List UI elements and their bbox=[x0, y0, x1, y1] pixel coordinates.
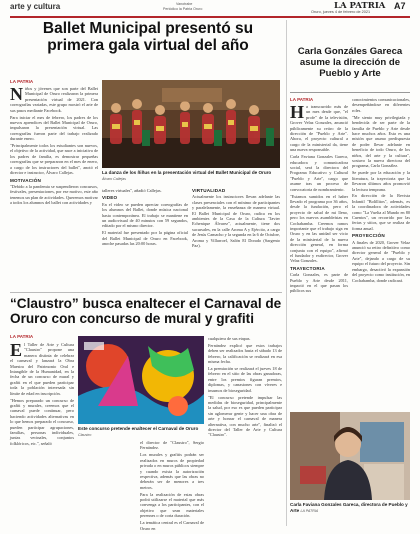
paragraph: "Principalmente todos los estudiantes son nuevos, el objetivo de la actividad, que nace a iniciativa de los padres de familia, es demostrar pequeñas coreografías que se prepararon en el mes de enero, a cargo de los instructores del ballet", anotó el director e instructor, Álvaro Callejas. bbox=[10, 143, 98, 176]
paragraph: La premiación se realizará el jueves 18 de febrero en el sitio de las obras ganadoras, entre los premios figuran premios, diplomas, y canastones con víveres e insumos de bioseguridad. bbox=[208, 366, 282, 393]
subhead-video: VIDEO bbox=[102, 195, 118, 201]
section-label: arte y cultura bbox=[10, 2, 61, 11]
header-date: Oruro, jueves 4 de febrero de 2021 bbox=[311, 10, 371, 14]
article3-headline: Carla Gonzáles Gareca asume la dirección de Pueblo y Arte bbox=[297, 46, 403, 79]
caption-text: Carla Faviana Gonzales Gareca, directora de Pueblo y Arte bbox=[290, 502, 408, 513]
portrait-photo-illustration bbox=[290, 412, 410, 500]
article1-dropcap: N bbox=[10, 84, 23, 104]
article2-column-1 bbox=[10, 342, 74, 448]
subhead-proyeccion: PROYECCIÓN bbox=[352, 233, 385, 239]
photo-credit: LA PATRIA bbox=[300, 508, 319, 513]
portrait-photo bbox=[290, 412, 410, 500]
paragraph: La temática central es el Carnaval de Oruro en bbox=[140, 520, 204, 531]
paragraph: "Debido a la pandemia se suspendieron concursos, festivales, presentaciones, por ese motivo, este año tenemos un plan de actividades. Queremos motivar a todos los alumnos del ballet con actividades y bbox=[10, 183, 98, 206]
article2-byline: LA PATRIA bbox=[10, 334, 34, 339]
ballet-photo bbox=[102, 80, 280, 168]
article2-dropcap: E bbox=[10, 340, 23, 360]
paragraph: A finales de 2020, Grover Velaz anunció su retiro definitivo como director general de "Pueblo y Arte", dejando a cargo de su equipo el futuro del proyecto. Sin embargo, desactivó la expansión del proyecto como institución, en Cochabamba, donde radicará. bbox=[352, 239, 410, 283]
page-number: A7 bbox=[394, 1, 406, 11]
header-rule bbox=[10, 16, 410, 18]
divider bbox=[10, 292, 282, 293]
article3-dropcap: H bbox=[290, 102, 305, 122]
article1-column-3 bbox=[192, 188, 280, 250]
subhead-trayectoria: TRAYECTORIA bbox=[290, 265, 325, 271]
paragraph: "Hemos preparado un concurso de grafiti y murales, creemos que el carnaval puede continuar, pero haciendo actividades alternativas en lo que hemos preparado el concurso, pueden participar agrupaciones, familias, personas individuales, juntas vecinales, conjuntos folklóricos, etc.", señaló bbox=[10, 397, 74, 446]
article1-column-1 bbox=[10, 86, 98, 207]
photo-credit: Álvaro Callejas bbox=[102, 176, 126, 181]
paragraph: talleres virtuales", añadió Callejas. bbox=[102, 188, 162, 193]
paragraph: Fernández explicó que estos trabajos deben ser realizados hasta el sábado 13 de febrero, la calificación se realizará en esa misma fecha. bbox=[208, 342, 282, 365]
article2-column-2 bbox=[140, 440, 204, 533]
paragraph: En el video se pueden apreciar coreografías de los alumnos del Ballet, donde música nacional hasta contemporánea. El trabajo se mantiene en un audiovisual de 40 minutos con 59 segundos, editado por el mismo director. bbox=[102, 201, 188, 229]
caption-text: La danza de los ñiñus en la presentación virtual del Ballet Municipal de Oruro bbox=[102, 170, 272, 175]
article3-headline-rule bbox=[290, 92, 410, 93]
ballet-photo-illustration bbox=[102, 80, 280, 168]
article3-byline: LA PATRIA bbox=[290, 97, 314, 102]
article2-column-3-left bbox=[78, 440, 136, 442]
paragraph: conocimientos comunicacionales, desempeñándose en diferentes roles. bbox=[352, 97, 410, 113]
portrait-photo-caption bbox=[290, 502, 410, 514]
paragraph: Se puede por la educación y la literatura, la trayectoria que la llevaron últimos años promovió la lectura temprana. bbox=[352, 170, 410, 192]
header bbox=[0, 0, 420, 16]
paragraph: "Estamos sumidos en el haber llevado el programa por 36 años, desde la fundación, pero el proyecto de salud de mi lleno, pero los nuevos asambleístas en Cochabamba. Creemos ramos importante que el trabajo siga en Oruro y en las unidad ser vicio de la ministerial de la nueva dirección general, en forma conjunta con el equipo", afirmó el fundador y exdirector, Grover Velaz Gonzales. bbox=[290, 193, 348, 264]
photo-credit: Claustro bbox=[78, 432, 92, 437]
graffiti-photo bbox=[78, 336, 204, 424]
graffiti-photo-caption bbox=[78, 426, 204, 438]
paragraph: Carla Gonzales, es parte de Pueblo y Arte desde 2011, impactó en el que pasan los públicos sus bbox=[290, 272, 348, 294]
paragraph: iños y jóvenes que son parte del Ballet Municipal de Oruro realizaron la primera presentación virtual de 2021. Con coreografías variadas, este grupo mostró el arte de sus pasos mediante Facebook. bbox=[10, 86, 98, 113]
paragraph: l Taller de Arte y Cultura "Claustro" propone una manera distinta de celebrar el carnaval y lanzará la Obra Maestra del Patrimonio Oral e Intangible de la Humanidad, en la fecha de un concurso de mural y grafiti en el que pueden participar toda la población interesada sin límite de edad en inscripción. bbox=[10, 342, 74, 396]
paragraph: "Me siento muy privilegiada y bendecida de ser parte de la familia de Pueblo y Arte desde hace muchos años. Esta es una misión que asumo predispuesta de poder llevar adelante en beneficio de todo Oruro, de los niños, del arte y la cultura", sostuvo la nueva directora del programa, Carla González. bbox=[352, 114, 410, 169]
article1-column-2 bbox=[102, 188, 188, 248]
paragraph: Para iniciar el mes de febrero, los padres de los nuevos aprendices del Ballet Municipal de Oruro, impulsaron la presentación virtual. Las coreografías fueron parte del trabajo realizado durante enero. bbox=[10, 114, 98, 142]
paragraph: Carla Faviana Gonzales Gareca, educadora y comunicadora social, será la directora del Programa Educativo y Cultural "Pueblo y Arte", cargo que asume tras un proceso de convocatoria de nombramiento. bbox=[290, 154, 348, 192]
subhead-virtualidad: VIRTUALIDAD bbox=[192, 188, 226, 193]
header-tagline-1: Vanotrabe bbox=[176, 2, 193, 6]
paragraph: cualquiera de sus etapas. bbox=[208, 336, 251, 341]
caption-text: Este concurso pretende enaltecer el Carnaval de Oruro bbox=[78, 426, 199, 431]
article1-headline: Ballet Municipal presentó su primera gala virtual del año bbox=[42, 20, 254, 54]
ballet-photo-caption bbox=[102, 170, 280, 182]
paragraph: En dirección de la Revista Infantil "Bolillitos", además, es la coordinadora de actividades como "La Vuelta al Mundo en 80 Cuentos", un recorrido por las ferias y sitios, que se realiza de forma anual. bbox=[352, 193, 410, 231]
article1-byline: LA PATRIA bbox=[10, 79, 34, 84]
paragraph: Los murales y grafitis podrán ser realizados en muros de propiedad privada o en muros públicos siempre y cuando exista la autorización respectiva, además que las obras no deberán ser de menores a tres metros. bbox=[140, 452, 204, 490]
article2-column-3 bbox=[208, 336, 282, 439]
paragraph: "El concurso pretende impulsar las medidas de bioseguridad, principalmente la salud, por eso es que pueden participar sin aglomerar gente y hacer una obra de arte y honrar el carnaval de manera alternativa, con mucho arte", finalizó el director del Taller de Arte y Cultura "Claustro". bbox=[208, 394, 282, 438]
paragraph: El material fue presentado por la página oficial del Ballet Municipal de Oruro en Facebook, anoche pasadas las 20:00 horas. bbox=[102, 230, 188, 247]
paragraph: Para la realización de estas obras podrá utilizarse el material que más convenga a los participantes, con el objetivo que sean materiales perennes o de corta duración. bbox=[140, 491, 204, 519]
subhead-motivacion: MOTIVACIÓN bbox=[10, 177, 42, 183]
article2-headline: “Claustro” busca enaltecer el Carnaval de Oruro con concurso de mural y grafiti bbox=[10, 296, 282, 326]
paragraph: el director de "Claustro", Sergio Fernández. bbox=[140, 440, 204, 451]
article3-column-2 bbox=[352, 97, 410, 284]
paragraph: a transcurrido más de un mes desde que, "el profe" de la televisión, Grover Velaz Gonzales, anunció públicamente su retiro de la dirección de "Pueblo y Arte". Ahora, el proyecto cultural a cargo de la ministerial da, tiene una nueva responsable. bbox=[290, 104, 348, 153]
newspaper-name: LA PATRIA bbox=[334, 1, 386, 11]
article3-column-1 bbox=[290, 104, 348, 295]
header-tagline-2: Periódico la Patria Oruro bbox=[163, 7, 203, 11]
graffiti-photo-illustration bbox=[78, 336, 204, 424]
paragraph: Actualmente los instructores llevan adelante las clases presenciales con el mínimo de participantes y paralelamente, la enseñanza de manera virtual. El Ballet Municipal de Oruro, radica en los ambientes de la Casa de la Cultura "Javier Echenique Álvarez", actualmente, tiene dos sucursales, en la calle Aroma A y Ejército, a cargo de Jesús Camacho y la segunda en la 6 de Octubre, Aroma y Villarroel, Salón El Dorado (Sargento Paz). bbox=[192, 194, 280, 249]
